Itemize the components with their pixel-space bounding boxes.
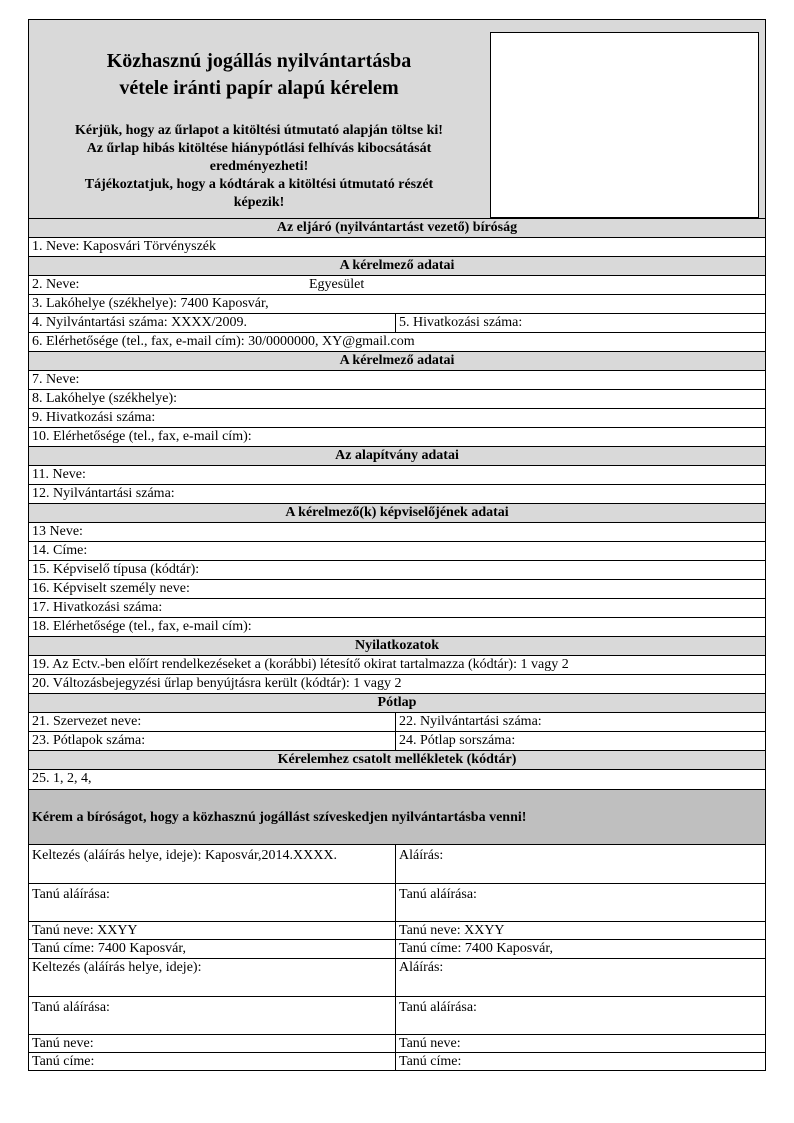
- dating-field: Keltezés (aláírás helye, ideje):: [32, 960, 202, 975]
- field-applicant-contact: 6. Elérhetősége (tel., fax, e-mail cím): 30/0000000, XY@gmail.com: [32, 334, 415, 349]
- section-title: Pótlap: [377, 695, 417, 710]
- field-applicant2-name: 7. Neve:: [32, 372, 80, 387]
- section-attachments: [29, 751, 765, 770]
- field-organization-name: 21. Szervezet neve:: [32, 714, 142, 729]
- field-representative-address: 14. Címe:: [32, 543, 88, 558]
- field-row-17[interactable]: [29, 599, 765, 618]
- instruction-line: eredményezheti!: [209, 159, 309, 174]
- signature-row-witness-2[interactable]: [29, 997, 765, 1035]
- section-declarations: [29, 637, 765, 656]
- field-row-14[interactable]: [29, 542, 765, 561]
- witness-address-row[interactable]: [29, 940, 765, 959]
- field-row-13[interactable]: [29, 523, 765, 542]
- field-represented-person: 16. Képviselt személy neve:: [32, 581, 190, 596]
- field-row-20[interactable]: [29, 675, 765, 694]
- section-title: Az alapítvány adatai: [335, 448, 459, 463]
- field-row-11[interactable]: [29, 466, 765, 485]
- dating-field: Keltezés (aláírás helye, ideje): Kaposvár,2014.XXXX.: [32, 848, 337, 863]
- field-row-7[interactable]: [29, 371, 765, 390]
- field-declaration-19: 19. Az Ectv.-ben előírt rendelkezéseket a (korábbi) létesítő okirat tartalmazza (kódtár): 1 vagy 2: [32, 657, 569, 672]
- witness-name-field: Tanú neve:: [395, 1035, 765, 1052]
- field-foundation-registration: 12. Nyilvántartási száma:: [32, 486, 175, 501]
- witness-address-row-2[interactable]: [29, 1053, 765, 1070]
- form-instructions: [39, 122, 479, 212]
- field-row-9[interactable]: [29, 409, 765, 428]
- signature-row-witness[interactable]: [29, 884, 765, 922]
- field-applicant2-contact: 10. Elérhetősége (tel., fax, e-mail cím):: [32, 429, 252, 444]
- field-applicant-name-value: Egyesület: [309, 277, 365, 292]
- field-row-12[interactable]: [29, 485, 765, 504]
- field-row-1[interactable]: [29, 238, 765, 257]
- field-row-25[interactable]: [29, 770, 765, 790]
- signature-row-dating-2[interactable]: [29, 959, 765, 997]
- witness-name-field: Tanú neve: XXYY: [32, 923, 138, 938]
- field-reference-number: 5. Hivatkozási száma:: [395, 314, 765, 332]
- field-row-10[interactable]: [29, 428, 765, 447]
- witness-name-field: Tanú neve:: [32, 1036, 94, 1051]
- request-text: Kérem a bíróságot, hogy a közhasznú jogállást szíveskedjen nyilvántartásba venni!: [32, 810, 527, 825]
- section-foundation: [29, 447, 765, 466]
- witness-address-field: Tanú címe:: [32, 1054, 95, 1069]
- field-applicant2-reference: 9. Hivatkozási száma:: [32, 410, 156, 425]
- section-title: A kérelmező adatai: [339, 353, 455, 368]
- form-title-line: Közhasznú jogállás nyilvántartásba: [106, 50, 412, 72]
- field-attachments: 25. 1, 2, 4,: [32, 771, 92, 786]
- field-row-19[interactable]: [29, 656, 765, 675]
- section-title: Nyilatkozatok: [355, 638, 439, 653]
- field-applicant-name-label: 2. Neve:: [32, 277, 80, 292]
- field-foundation-name: 11. Neve:: [32, 467, 86, 482]
- witness-signature-field: Tanú aláírása:: [395, 997, 765, 1034]
- form-header: [29, 20, 765, 219]
- field-registration-number: 4. Nyilvántartási száma: XXXX/2009.: [32, 315, 248, 330]
- field-supplement-registration: 22. Nyilvántartási száma:: [395, 713, 765, 731]
- field-row-15[interactable]: [29, 561, 765, 580]
- witness-name-row-2[interactable]: [29, 1035, 765, 1053]
- field-row-23-24[interactable]: [29, 732, 765, 751]
- section-title: Az eljáró (nyilvántartást vezető) bíróság: [276, 220, 518, 235]
- witness-signature-field: Tanú aláírása:: [32, 1000, 110, 1015]
- field-row-6[interactable]: [29, 333, 765, 352]
- form-title: [39, 48, 479, 102]
- signature-field: Aláírás:: [395, 959, 765, 996]
- field-row-3[interactable]: [29, 295, 765, 314]
- section-court: [29, 219, 765, 238]
- section-representative: [29, 504, 765, 523]
- instruction-line: Kérjük, hogy az űrlapot a kitöltési útmutató alapján töltse ki!: [75, 123, 443, 138]
- field-row-16[interactable]: [29, 580, 765, 599]
- witness-address-field: Tanú címe: 7400 Kaposvár,: [395, 940, 765, 958]
- field-row-2[interactable]: [29, 276, 765, 295]
- field-supplement-count: 23. Pótlapok száma:: [32, 733, 146, 748]
- field-applicant2-address: 8. Lakóhelye (székhelye):: [32, 391, 177, 406]
- section-supplement: [29, 694, 765, 713]
- section-title: A kérelmező adatai: [339, 258, 455, 273]
- field-row-4-5[interactable]: [29, 314, 765, 333]
- section-title: Kérelemhez csatolt mellékletek (kódtár): [277, 752, 517, 767]
- witness-address-field: Tanú címe: 7400 Kaposvár,: [32, 941, 186, 956]
- witness-name-field: Tanú neve: XXYY: [395, 922, 765, 939]
- field-applicant-address: 3. Lakóhelye (székhelye): 7400 Kaposvár,: [32, 296, 269, 311]
- form-title-line: vétele iránti papír alapú kérelem: [119, 77, 399, 99]
- signature-row-dating[interactable]: [29, 845, 765, 884]
- field-representative-name: 13 Neve:: [32, 524, 83, 539]
- field-representative-contact: 18. Elérhetősége (tel., fax, e-mail cím):: [32, 619, 252, 634]
- field-representative-type: 15. Képviselő típusa (kódtár):: [32, 562, 200, 577]
- witness-name-row[interactable]: [29, 922, 765, 940]
- section-applicant-1: [29, 257, 765, 276]
- field-supplement-serial: 24. Pótlap sorszáma:: [395, 732, 765, 750]
- instruction-line: Tájékoztatjuk, hogy a kódtárak a kitöltési útmutató részét: [84, 177, 434, 192]
- field-row-8[interactable]: [29, 390, 765, 409]
- instruction-line: Az űrlap hibás kitöltése hiánypótlási felhívás kibocsátását: [86, 141, 432, 156]
- field-row-18[interactable]: [29, 618, 765, 637]
- stamp-box: [490, 32, 759, 218]
- witness-address-field: Tanú címe:: [395, 1053, 765, 1070]
- field-declaration-20: 20. Változásbejegyzési űrlap benyújtásra került (kódtár): 1 vagy 2: [32, 676, 402, 691]
- field-court-name: 1. Neve: Kaposvári Törvényszék: [32, 239, 217, 254]
- field-row-21-22[interactable]: [29, 713, 765, 732]
- section-title: A kérelmező(k) képviselőjének adatai: [285, 505, 509, 520]
- signature-field: Aláírás:: [395, 845, 765, 883]
- section-applicant-2: [29, 352, 765, 371]
- instruction-line: képezik!: [233, 195, 285, 210]
- witness-signature-field: Tanú aláírása:: [395, 884, 765, 921]
- witness-signature-field: Tanú aláírása:: [32, 887, 110, 902]
- request-statement: [29, 790, 765, 845]
- application-form: [28, 19, 766, 1071]
- field-representative-reference: 17. Hivatkozási száma:: [32, 600, 163, 615]
